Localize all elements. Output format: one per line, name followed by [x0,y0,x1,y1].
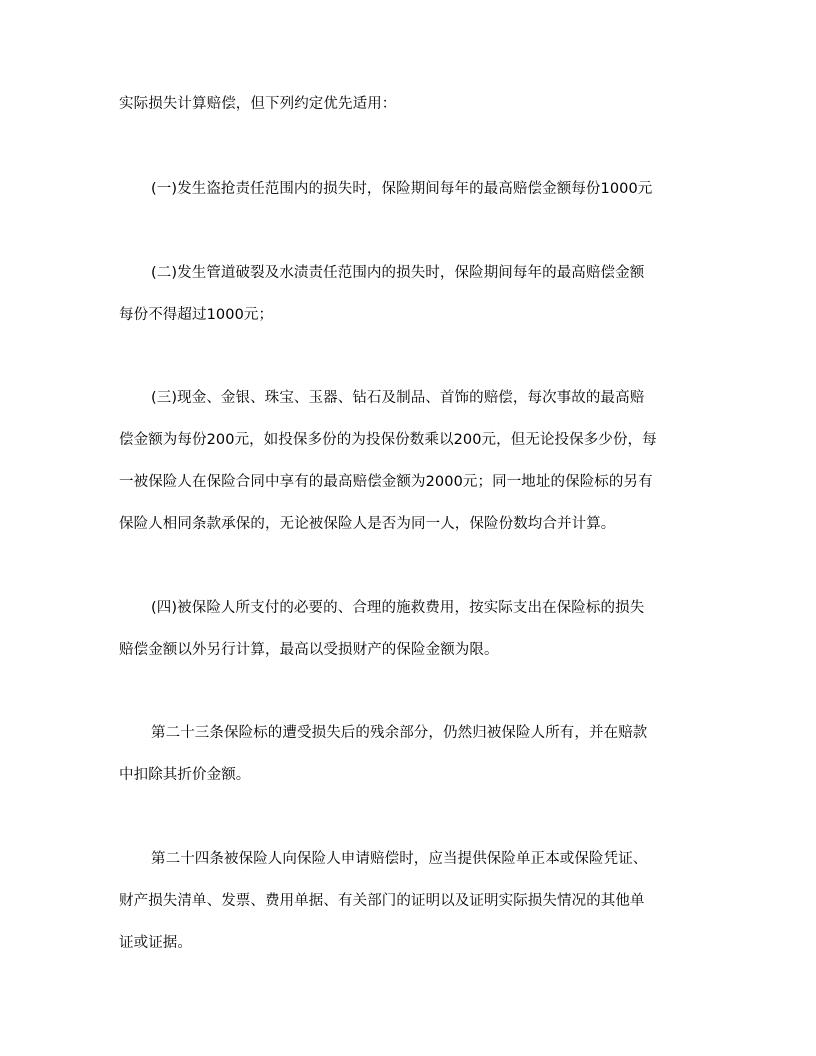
clause-4-line: (四)被保险人所支付的必要的、合理的施救费用，按实际支出在保险标的损失 [151,600,645,616]
clause-3-line: 保险人相同条款承保的，无论被保险人是否为同一人，保险份数均合并计算。 [119,516,616,532]
article-23-line: 中扣除其折价金额。 [119,767,251,783]
clause-3-line: 一被保险人在保险合同中享有的最高赔偿金额为2000元；同一地址的保险标的另有 [119,474,653,490]
article-24-line: 第二十四条被保险人向保险人申请赔偿时，应当提供保险单正本或保险凭证、 [151,851,648,867]
clause-1-line: (一)发生盗抢责任范围内的损失时，保险期间每年的最高赔偿金额每份1000元 [151,181,653,197]
clause-4-line: 赔偿金额以外另行计算，最高以受损财产的保险金额为限。 [119,642,499,658]
text-line: 实际损失计算赔偿，但下列约定优先适用： [119,96,397,112]
clause-3-line: (三)现金、金银、珠宝、玉器、钻石及制品、首饰的赔偿，每次事故的最高赔 [151,390,645,406]
clause-3-line: 偿金额为每份200元，如投保多份的为投保份数乘以200元，但无论投保多少份，每 [119,432,657,448]
article-24-line: 财产损失清单、发票、费用单据、有关部门的证明以及证明实际损失情况的其他单 [119,893,645,909]
clause-2-line: (二)发生管道破裂及水渍责任范围内的损失时，保险期间每年的最高赔偿金额 [151,265,645,281]
article-24-line: 证或证据。 [119,935,192,951]
clause-2-line: 每份不得超过1000元； [119,307,274,323]
article-23-line: 第二十三条保险标的遭受损失后的残余部分，仍然归被保险人所有，并在赔款 [151,725,648,741]
